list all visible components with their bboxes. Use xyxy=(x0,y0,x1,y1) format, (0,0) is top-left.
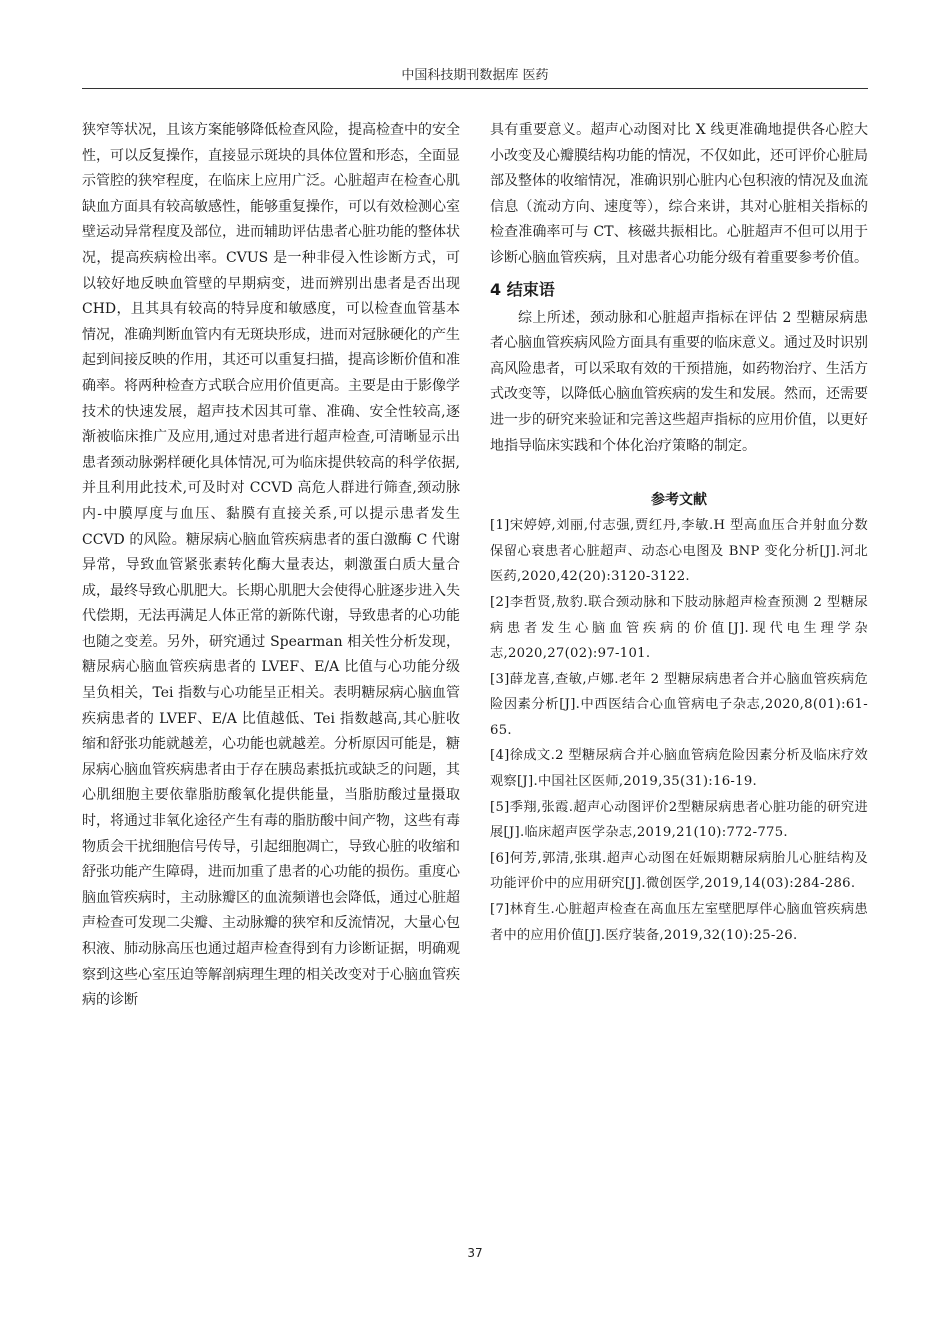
reference-item: [6]何芳,郭清,张琪.超声心动图在妊娠期糖尿病胎儿心脏结构及功能评价中的应用研究[J].微创医学,2019,14(03):284-286. xyxy=(490,850,868,892)
right-column xyxy=(490,118,868,948)
body-paragraph: 狭窄等状况，且该方案能够降低检查风险，提高检查中的安全性，可以反复操作，直接显示斑块的具体位置和形态，全面显示管腔的狭窄程度，在临床上应用广泛。心脏超声在检查心肌缺血方面具有较高敏感性，能够重复操作，可以有效检测心室壁运动异常程度及部位，进而辅助评估患者心脏功能的整体状况，提高疾病检出率。CVUS 是一种非侵入性诊断方式，可以较好地反映血管壁的早期病变，进而辨别出患者是否出现 CHD，且其具有较高的特异度和敏感度，可以检查血管基本情况，准确判断血管内有无斑块形成，进而对冠脉硬化的产生起到间接反映的作用，其还可以重复扫描，提高诊断价值和准确率。将两种检查方式联合应用价值更高。主要是由于影像学技术的快速发展，超声技术因其可靠、准确、安全性较高,逐渐被临床推广及应用,通过对患者进行超声检查,可清晰显示出患者颈动脉粥样硬化具体情况,可为临床提供较高的科学依据,并且利用此技术,可及时对 CCVD 高危人群进行筛查,颈动脉内-中膜厚度与血压、黏膜有直接关系,可以提示患者发生 CCVD 的风险。糖尿病心脑血管疾病患者的蛋白激酶 C 代谢异常，导致血管紧张素转化酶大量表达，刺激蛋白质大量合成，最终导致心肌肥大。长期心肌肥大会使得心脏逐步进入失代偿期，无法再满足人体正常的新陈代谢，导致患者的心功能也随之变差。另外，研究通过 Spearman 相关性分析发现，糖尿病心脑血管疾病患者的 LVEF、E/A 比值与心功能分级呈负相关，Tei 指数与心功能呈正相关。表明糖尿病心脑血管疾病患者的 LVEF、E/A 比值越低、Tei 指数越高,其心脏收缩和舒张功能就越差，心功能也就越差。分析原因可能是，糖尿病心脑血管疾病患者由于存在胰岛素抵抗或缺乏的问题，其心肌细胞主要依靠脂肪酸氧化提供能量，当脂肪酸过量摄取时，将通过非氧化途径产生有毒的脂肪酸中间产物，这些有毒物质会干扰细胞信号传导，引起细胞凋亡，导致心脏的收缩和舒张功能产生障碍，进而加重了患者的心功能的损伤。重度心脑血管疾病时，主动脉瓣区的血流频谱也会降低，通过心脏超声检查可发现二尖瓣、主动脉瓣的狭窄和反流情况，大量心包积液、肺动脉高压也通过超声检查得到有力诊断证据，明确观察到这些心室压迫等解剖病理生理的相关改变对于心脑血管疾病的诊断 xyxy=(82,122,460,1009)
reference-item: [7]林育生.心脏超声检查在高血压左室壁肥厚伴心脑血管疾病患者中的应用价值[J].医疗装备,2019,32(10):25-26. xyxy=(490,902,868,943)
reference-item: [5]季翔,张霞.超声心动图评价2型糖尿病患者心脏功能的研究进展[J].临床超声医学杂志,2019,21(10):772-775. xyxy=(490,799,868,841)
running-header: 中国科技期刊数据库 医药 xyxy=(82,64,868,89)
conclusion-paragraph: 综上所述，颈动脉和心脏超声指标在评估 2 型糖尿病患者心脑血管疾病风险方面具有重要的临床意义。通过及时识别高风险患者，可以采取有效的干预措施，如药物治疗、生活方式改变等，以降低心脑血管疾病的发生和发展。然而，还需要进一步的研究来验证和完善这些超声指标的应用价值，以更好地指导临床实践和个体化治疗策略的制定。 xyxy=(490,309,868,454)
references-list xyxy=(490,513,868,948)
reference-item: [1]宋婷婷,刘丽,付志强,贾红丹,李敏.H 型高血压合并射血分数保留心衰患者心脏超声、动态心电图及 BNP 变化分析[J].河北医药,2020,42(20):3120-3122. xyxy=(490,518,868,585)
reference-item: [3]薛龙喜,查敏,卢娜.老年 2 型糖尿病患者合并心脑血管疾病危险因素分析[J].中西医结合心血管病电子杂志,2020,8(01):61-65. xyxy=(490,671,868,738)
page-number: 37 xyxy=(467,1246,483,1260)
body-paragraph: 具有重要意义。超声心动图对比 X 线更准确地提供各心腔大小改变及心瓣膜结构功能的情况，不仅如此，还可评价心脏局部及整体的收缩情况，准确识别心脏内心包积液的情况及血流信息（流动方向、速度等），综合来讲，其对心脏相关指标的检查准确率可与 CT、核磁共振相比。心脏超声不但可以用于诊断心脑血管疾病，且对患者心功能分级有着重要参考价值。 xyxy=(490,122,868,266)
left-column xyxy=(82,118,460,1014)
reference-item: [2]李哲贤,敖豹.联合颈动脉和下肢动脉超声检查预测 2 型糖尿病患者发生心脑血管疾病的价值[J].现代电生理学杂志,2020,27(02):97-101. xyxy=(490,594,868,662)
section-title-conclusion: 4 结束语 xyxy=(490,279,555,299)
references-title: 参考文献 xyxy=(651,492,707,509)
reference-item: [4]徐成文.2 型糖尿病合并心脑血管病危险因素分析及临床疗效观察[J].中国社区医师,2019,35(31):16-19. xyxy=(490,748,868,790)
